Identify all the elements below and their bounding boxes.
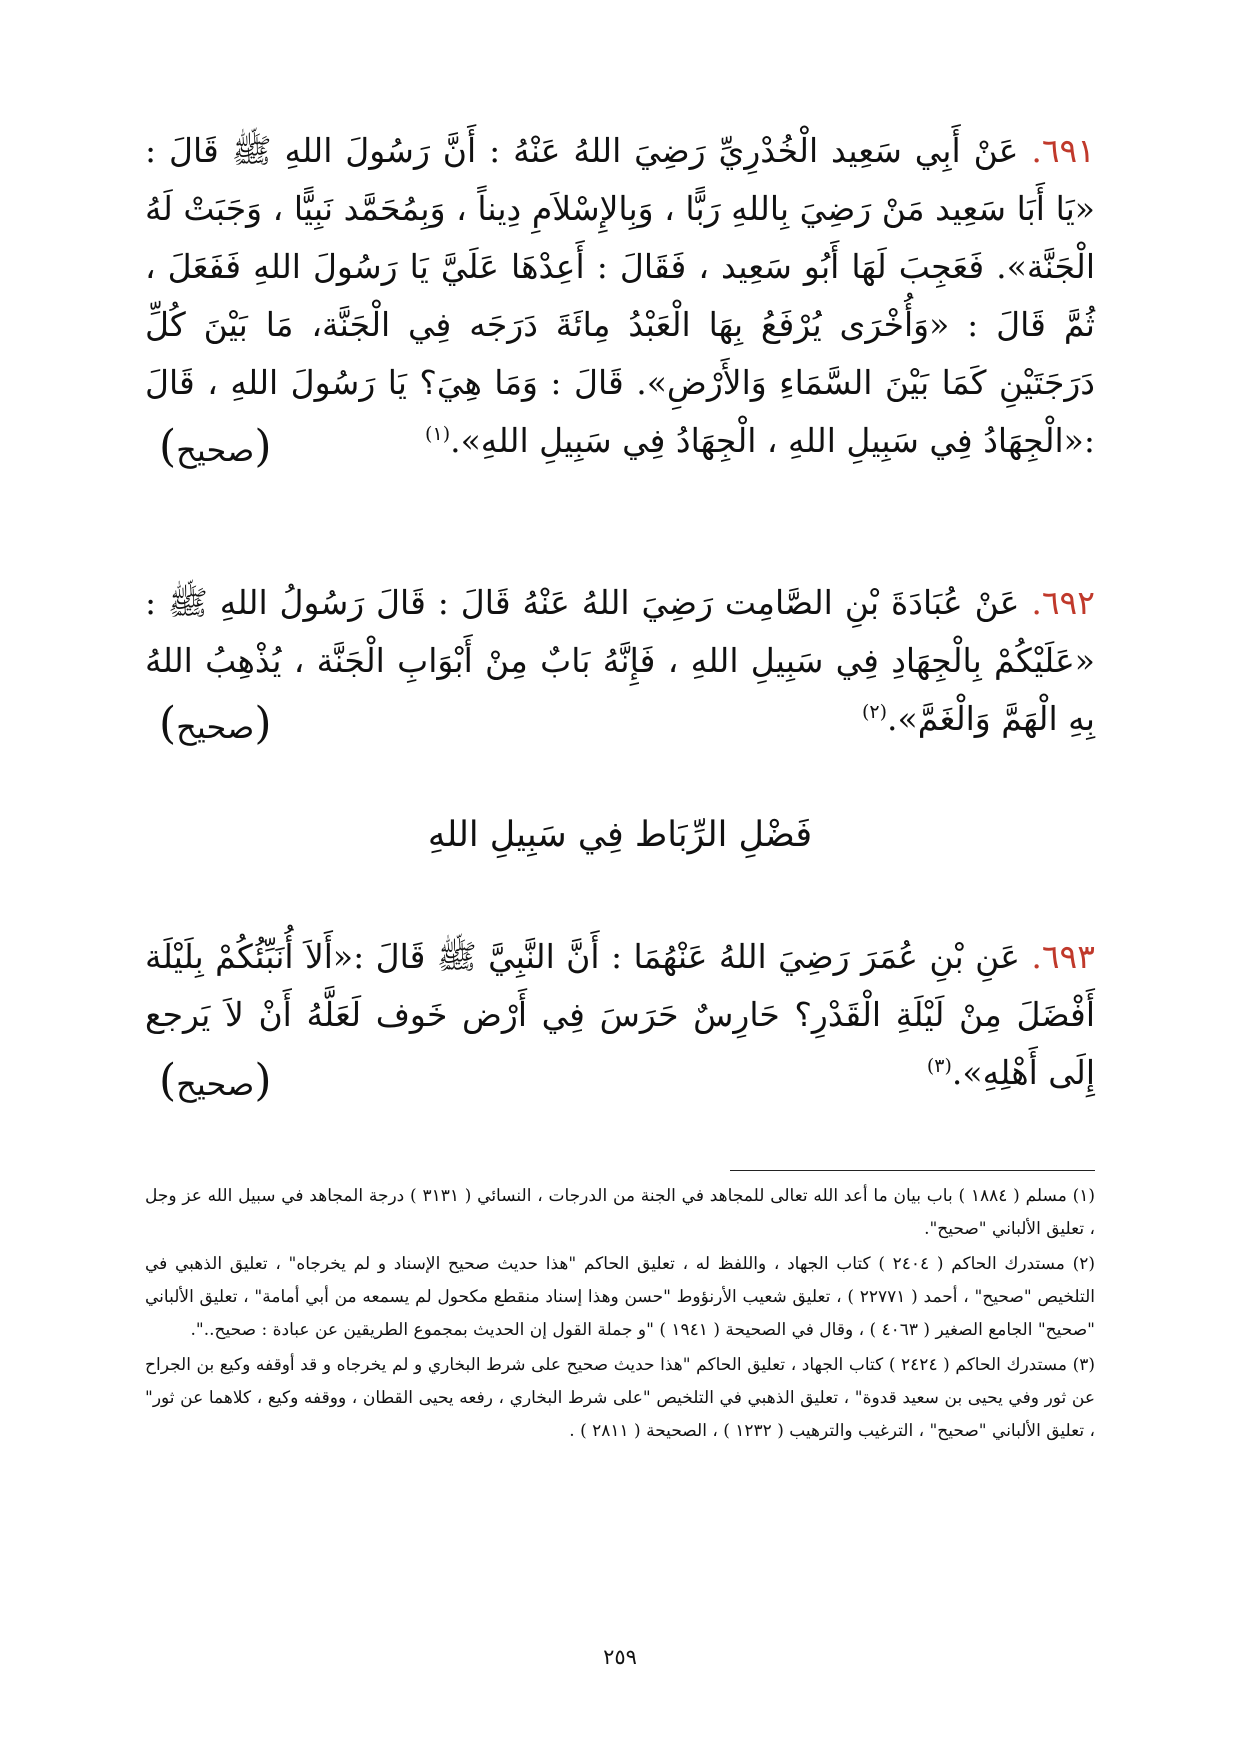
hadith-number: ٦٩٢.: [1031, 583, 1095, 622]
hadith-text: ٦٩٣. عَنِ بْنِ عُمَرَ رَضِيَ اللهُ عَنْهُمَا : أَنَّ النَّبِيَّ ﷺ قَالَ :«أَلاَ أُنَبِّئُكُمْ بِلَيْلَة أَفْضَلَ مِنْ لَيْلَةِ الْقَدْرِ؟ حَارِسٌ حَرَسَ فِي أَرْض خَوف لَعَلَّهُ أَنْ لاَ يَرجع إِلَى أَهْلِهِ».$^{(٣)}$: [145, 937, 1095, 1092]
section-heading: فَضْلِ الرِّبَاط فِي سَبِيلِ اللهِ: [427, 815, 813, 855]
footnote-ref: (١): [425, 423, 451, 445]
hadith-text: ٦٩١. عَنْ أَبِي سَعِيد الْخُدْرِيِّ رَضِيَ اللهُ عَنْهُ : أَنَّ رَسُولَ اللهِ ﷺ قَالَ : «يَا أَبَا سَعِيد مَنْ رَضِيَ بِاللهِ رَبًّا ، وَبِالإِسْلاَمِ دِيناً ، وَبِمُحَمَّد نَبِيًّا ، وَجَبَتْ لَهُ الْجَنَّة». فَعَجِبَ لَهَا أَبُو سَعِيد ، فَقَالَ : أَعِدْهَا عَلَيَّ يَا رَسُولَ اللهِ فَفَعَلَ ، ثُمَّ قَالَ : «وَأُخْرَى يُرْفَعُ بِهَا الْعَبْدُ مِائَةَ دَرَجَه فِي الْجَنَّة، مَا بَيْنَ كُلِّ دَرَجَتَيْنِ كَمَا بَيْنَ السَّمَاءِ وَالأَرْضِ». قَالَ : وَمَا هِيَ؟ يَا رَسُولَ اللهِ ، قَالَ :«الْجِهَادُ فِي سَبِيلِ اللهِ ، الْجِهَادُ فِي سَبِيلِ اللهِ».$^{(١)}$: [145, 131, 1095, 460]
hadith-number: ٦٩١.: [1031, 131, 1095, 170]
grade-label: ( صحيح ): [145, 427, 285, 470]
footnote-ref: (٢): [861, 701, 888, 723]
hadith-691: [145, 122, 1095, 472]
footnote-divider: [730, 1170, 1095, 1171]
hadith-692: [145, 574, 1095, 749]
page-number: ٢٥٩: [603, 1645, 637, 1669]
hadith-number: ٦٩٣.: [1031, 937, 1095, 976]
grade-label: ( صحيح ): [145, 704, 285, 747]
hadith-693: [145, 928, 1095, 1106]
footnote: (٢) مستدرك الحاكم ( ٢٤٠٤ ) كتاب الجهاد ، واللفظ له ، تعليق الحاكم "هذا حديث صحيح الإسناد و لم يخرجاه" ، تعليق الذهبي في التلخيص "صحيح" ، أحمد ( ٢٢٧٧١ ) ، تعليق شعيب الأرنؤوط "حسن وهذا إسناد منقطع مكحول لم يسمعه من أبي أمامة" ، تعليق الألباني "صحيح" الجامع الصغير ( ٤٠٦٣ ) ، وقال في الصحيحة ( ١٩٤١ ) "و جملة القول إن الحديث بمجموع الطريقين عن عبادة : صحيح..".: [145, 1254, 1095, 1340]
footnote-ref: (٣): [926, 1055, 952, 1077]
footnotes: [145, 1180, 1095, 1448]
grade-label: ( صحيح ): [145, 1061, 285, 1104]
footnote: (١) مسلم ( ١٨٨٤ ) باب بيان ما أعد الله تعالى للمجاهد في الجنة من الدرجات ، النسائي ( ٣١٣١ ) درجة المجاهد في سبيل الله عز وجل ، تعليق الألباني "صحيح".: [145, 1186, 1095, 1239]
hadith-text: ٦٩٢. عَنْ عُبَادَةَ بْنِ الصَّامِت رَضِيَ اللهُ عَنْهُ قَالَ : قَالَ رَسُولُ اللهِ ﷺ : «عَلَيْكُمْ بِالْجِهَادِ فِي سَبِيلِ اللهِ ، فَإِنَّهُ بَابٌ مِنْ أَبْوَابِ الْجَنَّة ، يُذْهِبُ اللهُ بِهِ الْهَمَّ وَالْغَمَّ».$^{(٢)}$: [145, 583, 1095, 738]
footnote: (٣) مستدرك الحاكم ( ٢٤٢٤ ) كتاب الجهاد ، تعليق الحاكم "هذا حديث صحيح على شرط البخاري و لم يخرجاه و قد أوقفه وكيع بن الجراح عن ثور وفي يحيى بن سعيد قدوة" ، تعليق الذهبي في التلخيص "على شرط البخاري ، رفعه يحيى القطان ، ووقفه وكيع ، كلاهما عن ثور" ، تعليق الألباني "صحيح" ، الترغيب والترهيب ( ١٢٣٢ ) ، الصحيحة ( ٢٨١١ ) .: [145, 1355, 1095, 1441]
